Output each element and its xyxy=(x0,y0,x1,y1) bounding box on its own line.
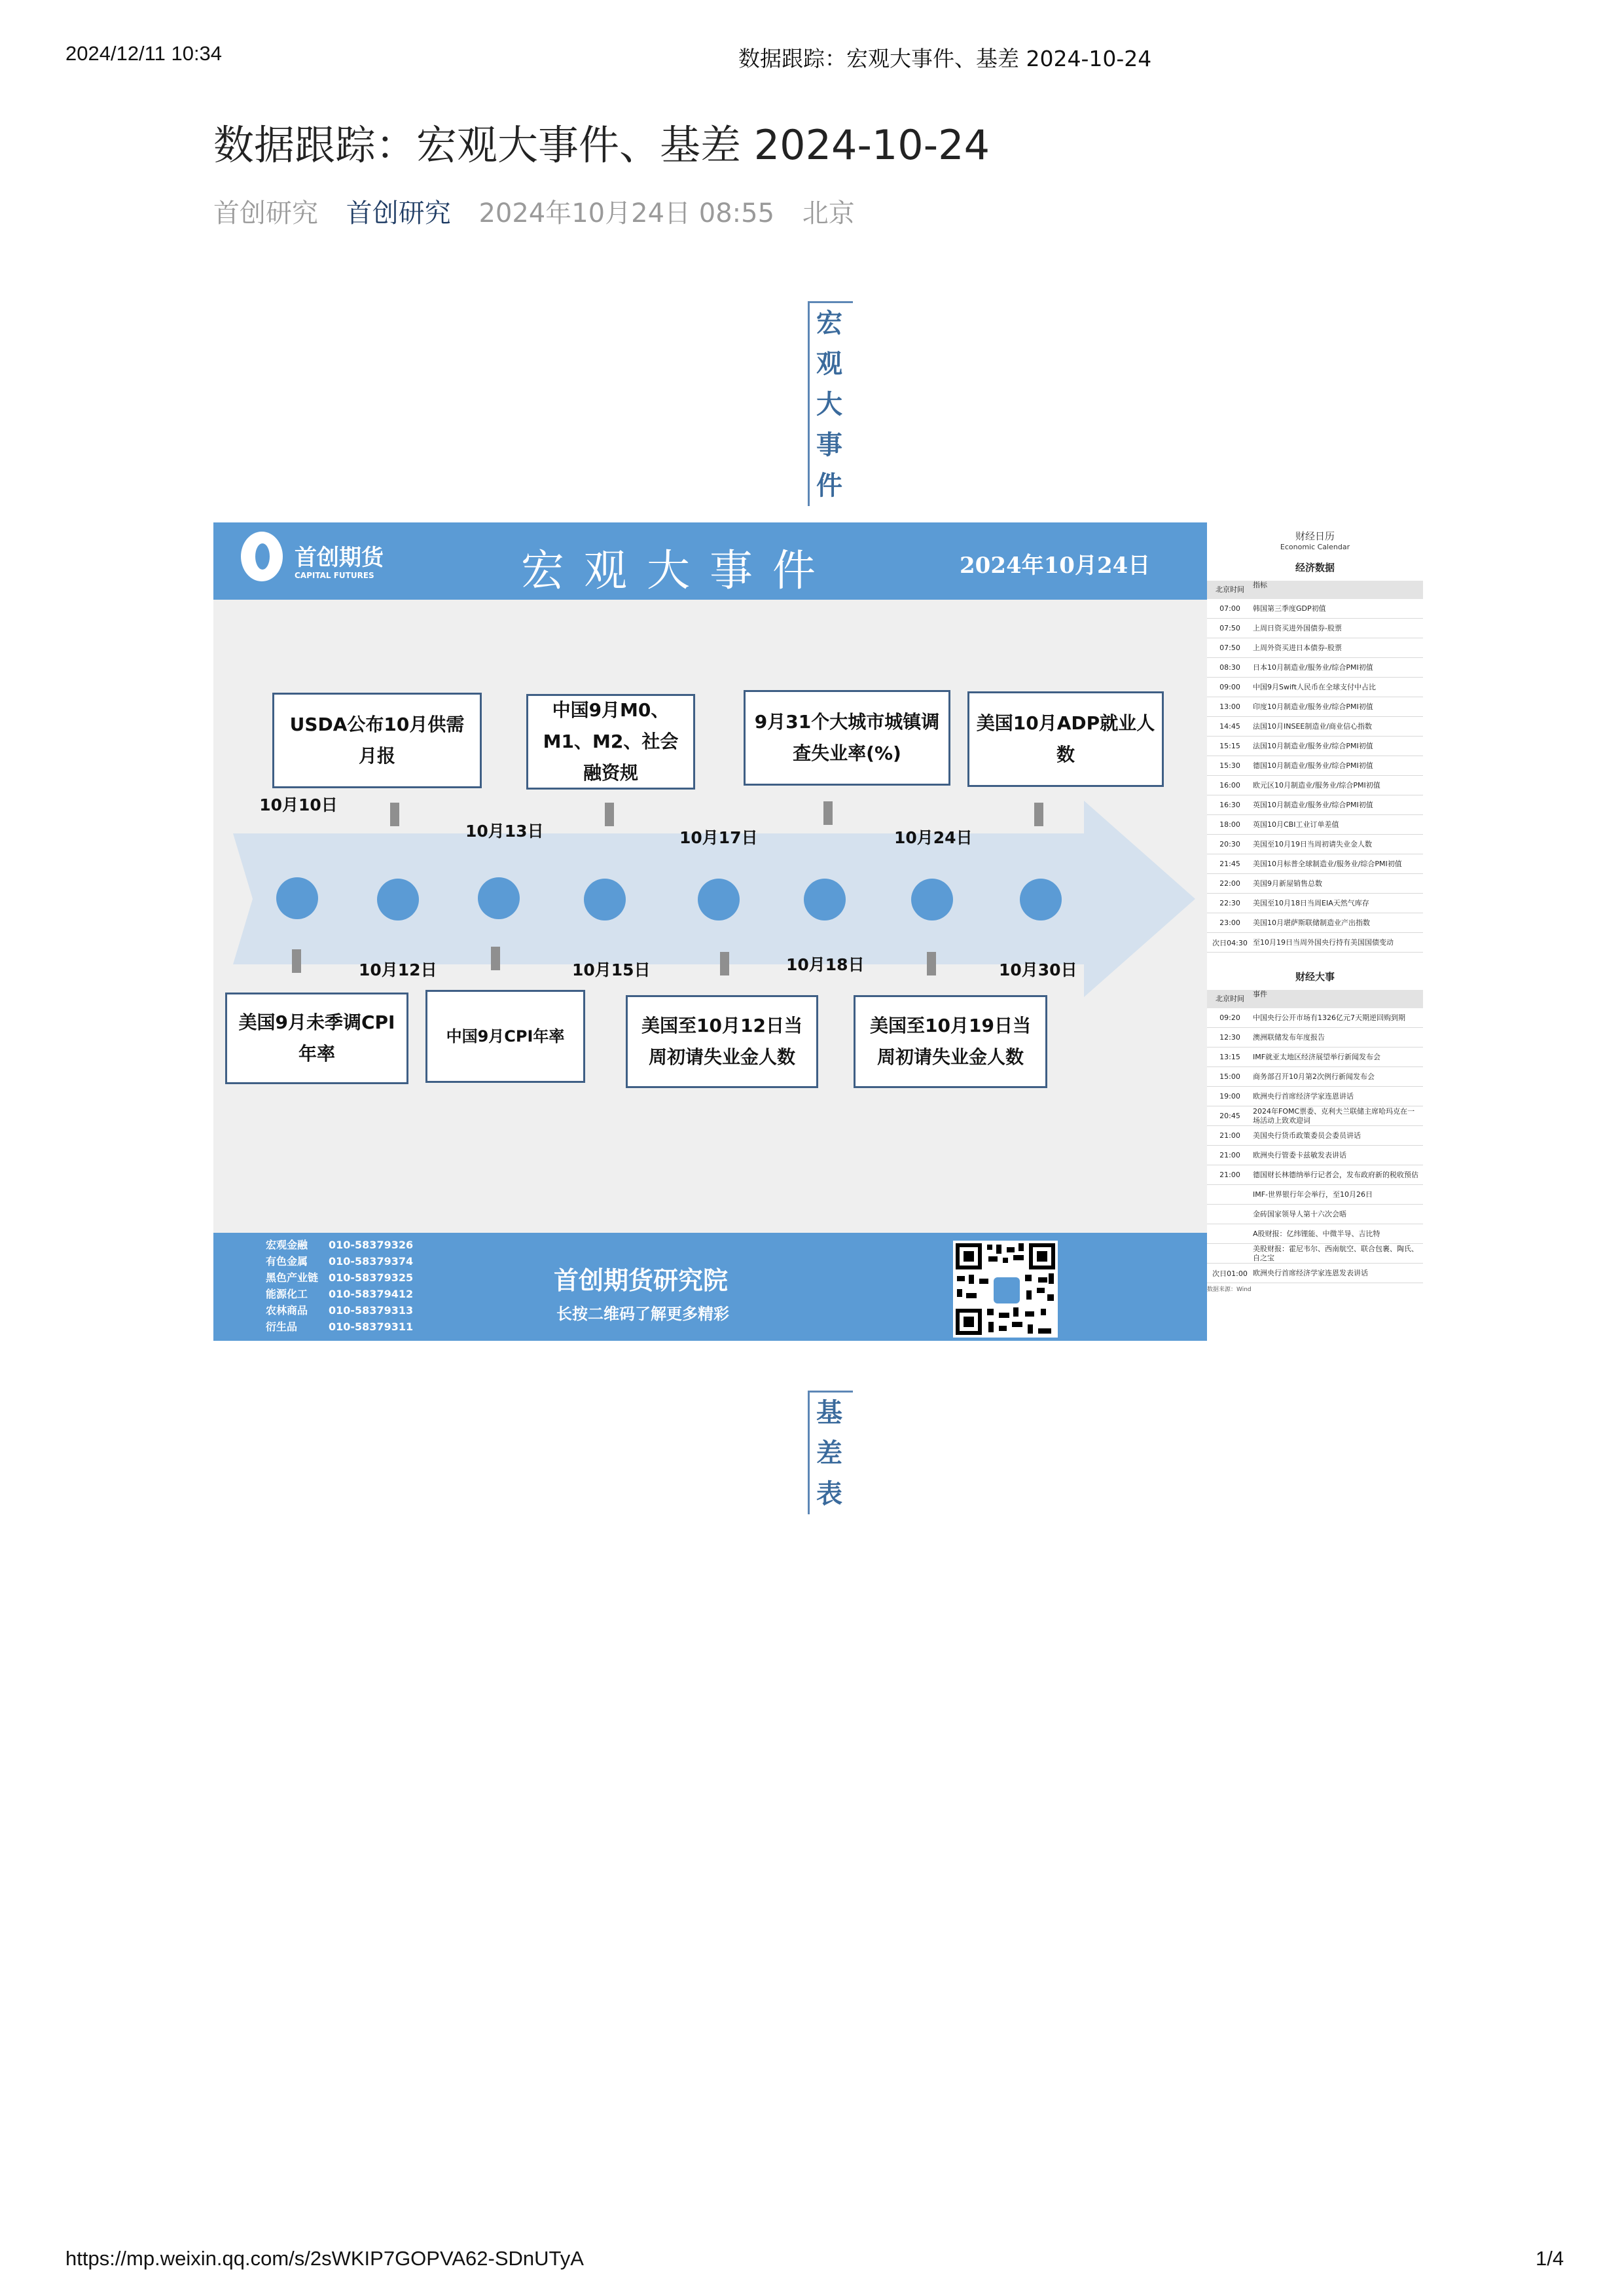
calendar-time: 15:30 xyxy=(1219,761,1240,770)
up-arrow-icon xyxy=(720,952,729,975)
infographic-banner xyxy=(213,522,1207,600)
calendar-time: 09:00 xyxy=(1219,683,1240,691)
calendar-time: 09:20 xyxy=(1219,1013,1240,1022)
calendar-time: 次日01:00 xyxy=(1212,1269,1248,1278)
timeline-dot xyxy=(377,879,419,920)
calendar-item: 2024年FOMC票委、克利夫兰联储主席哈玛克在一场活动上致欢迎词 xyxy=(1253,1106,1415,1125)
calendar-item: 欧洲央行首席经济学家连恩发表讲话 xyxy=(1253,1268,1368,1277)
timeline-dot xyxy=(911,879,953,920)
contact-list xyxy=(266,1237,413,1335)
event-box-china-m2: 中国9月M0、M1、M2、社会融资规 xyxy=(526,694,695,790)
print-page-number: 1/4 xyxy=(1536,2247,1564,2270)
print-url[interactable]: https://mp.weixin.qq.com/s/2sWKIP7GOPVA62-SDnUTyA xyxy=(65,2247,584,2270)
calendar-row xyxy=(1207,874,1423,894)
calendar-row xyxy=(1207,658,1423,678)
calendar-row xyxy=(1207,737,1423,756)
timeline-dot xyxy=(584,879,626,920)
timeline-dot xyxy=(698,879,740,920)
calendar-row xyxy=(1207,1008,1423,1028)
calendar-item: 欧元区10月制造业/服务业/综合PMI初值 xyxy=(1253,780,1380,790)
calendar-item: 法国10月INSEE制造业/商业信心指数 xyxy=(1253,721,1373,731)
calendar-time: 21:00 xyxy=(1219,1131,1240,1140)
calendar-data-header: 北京时间 指标 xyxy=(1207,581,1423,599)
calendar-row xyxy=(1207,1165,1423,1185)
calendar-time: 13:15 xyxy=(1219,1053,1240,1061)
date-label: 10月30日 xyxy=(999,960,1077,979)
calendar-row xyxy=(1207,678,1423,697)
calendar-item: 美国至10月18日当周EIA天然气库存 xyxy=(1253,898,1369,907)
contact-row: 宏观金融 010-58379326 xyxy=(266,1239,414,1251)
date-label: 10月18日 xyxy=(786,955,865,974)
infographic-footer xyxy=(213,1233,1207,1341)
calendar-time: 14:45 xyxy=(1219,722,1240,731)
calendar-time: 16:30 xyxy=(1219,801,1240,809)
calendar-events-header: 北京时间 事件 xyxy=(1207,990,1423,1008)
calendar-row xyxy=(1207,894,1423,913)
calendar-row xyxy=(1207,1146,1423,1165)
publish-date: 2024年10月24日 08:55 xyxy=(478,198,775,228)
calendar-row xyxy=(1207,1048,1423,1067)
calendar-row xyxy=(1207,1205,1423,1224)
calendar-time: 20:45 xyxy=(1219,1112,1240,1120)
calendar-row xyxy=(1207,717,1423,737)
timeline-dot xyxy=(276,877,318,919)
calendar-title-en: Economic Calendar xyxy=(1280,543,1350,551)
calendar-row xyxy=(1207,913,1423,933)
event-box-china-cpi: 中国9月CPI年率 xyxy=(425,990,585,1083)
calendar-item: 韩国第三季度GDP初值 xyxy=(1253,604,1326,613)
timeline-dot xyxy=(1020,879,1062,920)
calendar-time: 次日04:30 xyxy=(1212,938,1248,947)
calendar-row xyxy=(1207,1106,1423,1126)
brand-name: 首创期货 xyxy=(295,545,384,571)
event-box-jobless-1019: 美国至10月19日当周初请失业金人数 xyxy=(854,995,1047,1088)
contact-row: 黑色产业链 010-58379325 xyxy=(266,1271,414,1284)
article-meta xyxy=(213,192,874,230)
calendar-row xyxy=(1207,599,1423,619)
calendar-item: 印度10月制造业/服务业/综合PMI初值 xyxy=(1253,702,1373,711)
timeline-dot xyxy=(478,877,520,919)
calendar-time: 22:30 xyxy=(1219,899,1240,907)
calendar-row xyxy=(1207,933,1423,953)
event-box-us-cpi: 美国9月未季调CPI年率 xyxy=(225,993,408,1084)
calendar-time: 12:30 xyxy=(1219,1033,1240,1042)
calendar-item: 中国9月Swift人民币在全球支付中占比 xyxy=(1253,682,1377,691)
date-label: 10月15日 xyxy=(572,960,651,979)
author-link[interactable]: 首创研究 xyxy=(346,198,451,228)
calendar-row xyxy=(1207,638,1423,658)
calendar-row xyxy=(1207,697,1423,717)
calendar-item: 澳洲联储发布年度报告 xyxy=(1253,1032,1325,1042)
event-box-jobless-1012: 美国至10月12日当周初请失业金人数 xyxy=(626,995,818,1088)
calendar-item: IMF就亚太地区经济展望举行新闻发布会 xyxy=(1253,1052,1381,1061)
calendar-item: 英国10月CBI工业订单差值 xyxy=(1253,820,1339,829)
calendar-time: 19:00 xyxy=(1219,1092,1240,1101)
event-box-adp: 美国10月ADP就业人数 xyxy=(967,691,1164,787)
calendar-row xyxy=(1207,835,1423,854)
calendar-item: 美国至10月19日当周初请失业金人数 xyxy=(1253,839,1372,848)
up-arrow-icon xyxy=(491,947,500,970)
calendar-item: 中国央行公开市场有1326亿元7天期逆回购到期 xyxy=(1253,1013,1405,1022)
calendar-row xyxy=(1207,815,1423,835)
date-label: 10月17日 xyxy=(679,828,758,847)
calendar-item: IMF-世界银行年会举行，至10月26日 xyxy=(1253,1190,1373,1199)
calendar-item: 英国10月制造业/服务业/综合PMI初值 xyxy=(1253,800,1373,809)
timeline-dot xyxy=(804,879,846,920)
print-datetime: 2024/12/11 10:34 xyxy=(65,42,223,65)
qr-prompt: 长按二维码了解更多精彩 xyxy=(556,1305,729,1323)
calendar-time: 16:00 xyxy=(1219,781,1240,790)
macro-events-infographic xyxy=(213,522,1207,1341)
calendar-item: 法国10月制造业/服务业/综合PMI初值 xyxy=(1253,741,1373,750)
calendar-time: 15:00 xyxy=(1219,1072,1240,1081)
calendar-row xyxy=(1207,1224,1423,1244)
section-heading-basis: 基 差 表 xyxy=(808,1391,853,1514)
date-label: 10月12日 xyxy=(359,960,437,979)
contact-row: 有色金属 010-58379374 xyxy=(266,1255,414,1267)
down-arrow-icon xyxy=(1034,803,1043,826)
calendar-time: 15:15 xyxy=(1219,742,1240,750)
qr-code-icon xyxy=(953,1241,1058,1338)
calendar-item: 美国10月堪萨斯联储制造业产出指数 xyxy=(1253,918,1370,927)
calendar-time: 13:00 xyxy=(1219,702,1240,711)
calendar-time: 21:45 xyxy=(1219,860,1240,868)
calendar-item: A股财报：亿纬锂能、中微半导、吉比特 xyxy=(1253,1229,1380,1238)
calendar-time: 21:00 xyxy=(1219,1151,1240,1159)
calendar-time: 07:00 xyxy=(1219,604,1240,613)
calendar-row xyxy=(1207,1028,1423,1048)
contact-row: 衍生品 010-58379311 xyxy=(266,1321,414,1333)
calendar-row xyxy=(1207,776,1423,795)
calendar-time: 20:30 xyxy=(1219,840,1240,848)
date-label: 10月24日 xyxy=(894,828,973,847)
calendar-item: 德国财长林德纳举行记者会，发布政府新的税收预估 xyxy=(1253,1170,1418,1179)
date-label: 10月13日 xyxy=(465,822,544,841)
calendar-time: 22:00 xyxy=(1219,879,1240,888)
institute-name: 首创期货研究院 xyxy=(554,1266,729,1295)
calendar-item: 日本10月制造业/服务业/综合PMI初值 xyxy=(1253,663,1373,672)
calendar-item: 美股财报：霍尼韦尔、西南航空、联合包裹、陶氏、自之宝 xyxy=(1253,1244,1418,1262)
calendar-data-rows xyxy=(1207,599,1423,953)
down-arrow-icon xyxy=(390,803,399,826)
calendar-item: 至10月19日当周外国央行持有美国国债变动 xyxy=(1253,938,1394,947)
calendar-row xyxy=(1207,1067,1423,1087)
calendar-row xyxy=(1207,854,1423,874)
calendar-data-section: 经济数据 xyxy=(1295,562,1335,574)
calendar-title: 财经日历 xyxy=(1295,530,1335,542)
calendar-row xyxy=(1207,795,1423,815)
down-arrow-icon xyxy=(823,801,833,825)
capital-futures-logo-icon xyxy=(241,532,283,581)
calendar-item: 美国10月标普全球制造业/服务业/综合PMI初值 xyxy=(1253,859,1402,868)
calendar-row xyxy=(1207,756,1423,776)
contact-row: 能源化工 010-58379412 xyxy=(266,1288,414,1300)
section-heading-macro: 宏 观 大 事 件 xyxy=(808,301,853,506)
calendar-time: 23:00 xyxy=(1219,919,1240,927)
calendar-item: 商务部召开10月第2次例行新闻发布会 xyxy=(1253,1072,1375,1081)
calendar-row xyxy=(1207,1244,1423,1264)
print-doc-title: 数据跟踪：宏观大事件、基差 2024-10-24 xyxy=(738,46,1152,71)
article-title: 数据跟踪：宏观大事件、基差 2024-10-24 xyxy=(213,121,990,169)
calendar-row xyxy=(1207,1264,1423,1283)
calendar-time: 07:50 xyxy=(1219,644,1240,652)
up-arrow-icon xyxy=(927,952,936,975)
calendar-item: 上周外资买进日本债券-股票 xyxy=(1253,643,1342,652)
date-label: 10月10日 xyxy=(259,795,338,814)
economic-calendar xyxy=(1207,522,1423,1342)
banner-title: 宏观大事件 xyxy=(521,545,835,596)
calendar-item: 欧洲央行管委卡兹敏发表讲话 xyxy=(1253,1150,1346,1159)
calendar-source-note: 数据来源：Wind xyxy=(1207,1286,1252,1293)
calendar-item: 欧洲央行首席经济学家连恩讲话 xyxy=(1253,1091,1354,1101)
calendar-time: 18:00 xyxy=(1219,820,1240,829)
down-arrow-icon xyxy=(605,803,614,826)
calendar-item: 美国央行货币政策委员会委员讲话 xyxy=(1253,1131,1361,1140)
calendar-row xyxy=(1207,1126,1423,1146)
up-arrow-icon xyxy=(292,949,301,973)
calendar-row xyxy=(1207,1185,1423,1205)
event-box-usda: USDA公布10月供需月报 xyxy=(272,693,482,788)
banner-date: 2024年10月24日 xyxy=(960,553,1151,579)
calendar-event-rows xyxy=(1207,1008,1423,1283)
calendar-time: 21:00 xyxy=(1219,1171,1240,1179)
event-box-unemployment: 9月31个大城市城镇调查失业率(%) xyxy=(744,690,950,786)
calendar-time: 08:30 xyxy=(1219,663,1240,672)
calendar-row xyxy=(1207,619,1423,638)
calendar-events-section: 财经大事 xyxy=(1295,971,1335,983)
calendar-row xyxy=(1207,1087,1423,1106)
calendar-item: 美国9月新屋销售总数 xyxy=(1253,879,1322,888)
calendar-item: 德国10月制造业/服务业/综合PMI初值 xyxy=(1253,761,1373,770)
brand-name-en: CAPITAL FUTURES xyxy=(295,571,374,580)
publish-location: 北京 xyxy=(802,198,855,228)
calendar-item: 上周日资买进外国债券-股票 xyxy=(1253,623,1342,632)
contact-row: 农林商品 010-58379313 xyxy=(266,1304,414,1317)
article-source: 首创研究 xyxy=(213,198,318,228)
calendar-item: 金砖国家领导人第十六次会晤 xyxy=(1253,1209,1346,1218)
calendar-time: 07:50 xyxy=(1219,624,1240,632)
